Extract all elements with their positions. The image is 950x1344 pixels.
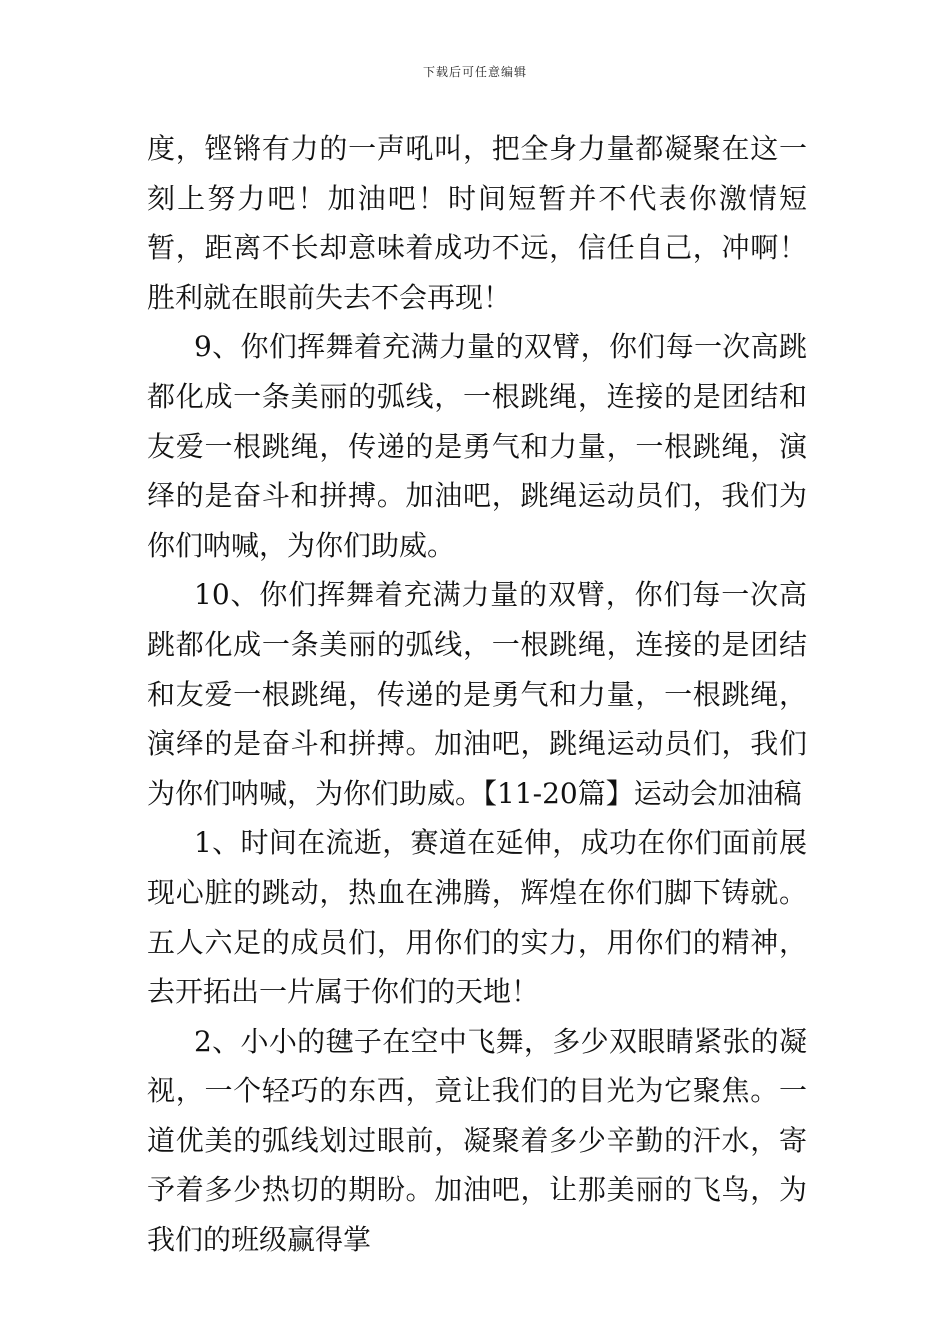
paragraph-item-10: 10、你们挥舞着充满力量的双臂，你们每一次高跳都化成一条美丽的弧线，一根跳绳，连接的是团结和友爱一根跳绳，传递的是勇气和力量，一根跳绳，演绎的是奋斗和拼搏。加油吧，跳绳运动员们，我们为你们呐喊，为你们助威。【11-20篇】运动会加油稿 [147, 578, 807, 810]
paragraph-continuation: 度，铿锵有力的一声吼叫，把全身力量都凝聚在这一刻上努力吧！加油吧！时间短暂并不代表你激情短暂，距离不长却意味着成功不远，信任自己，冲啊！胜利就在眼前失去不会再现！ [147, 132, 807, 314]
paragraph-item-2: 2、小小的毽子在空中飞舞，多少双眼睛紧张的凝视，一个轻巧的东西，竟让我们的目光为它聚焦。一道优美的弧线划过眼前，凝聚着多少辛勤的汗水，寄予着多少热切的期盼。加油吧，让那美丽的飞鸟，为我们的班级赢得掌 [147, 1024, 807, 1257]
page-header: 下载后可任意编辑 [422, 65, 527, 79]
paragraph-item-9: 9、你们挥舞着充满力量的双臂，你们每一次高跳都化成一条美丽的弧线，一根跳绳，连接的是团结和友爱一根跳绳，传递的是勇气和力量，一根跳绳，演绎的是奋斗和拼搏。加油吧，跳绳运动员们，我们为你们呐喊，为你们助威。 [147, 330, 807, 562]
document-body [147, 124, 807, 1265]
paragraph-item-1: 1、时间在流逝，赛道在延伸，成功在你们面前展现心脏的跳动，热血在沸腾，辉煌在你们脚下铸就。五人六足的成员们，用你们的实力，用你们的精神，去开拓出一片属于你们的天地！ [147, 826, 807, 1009]
